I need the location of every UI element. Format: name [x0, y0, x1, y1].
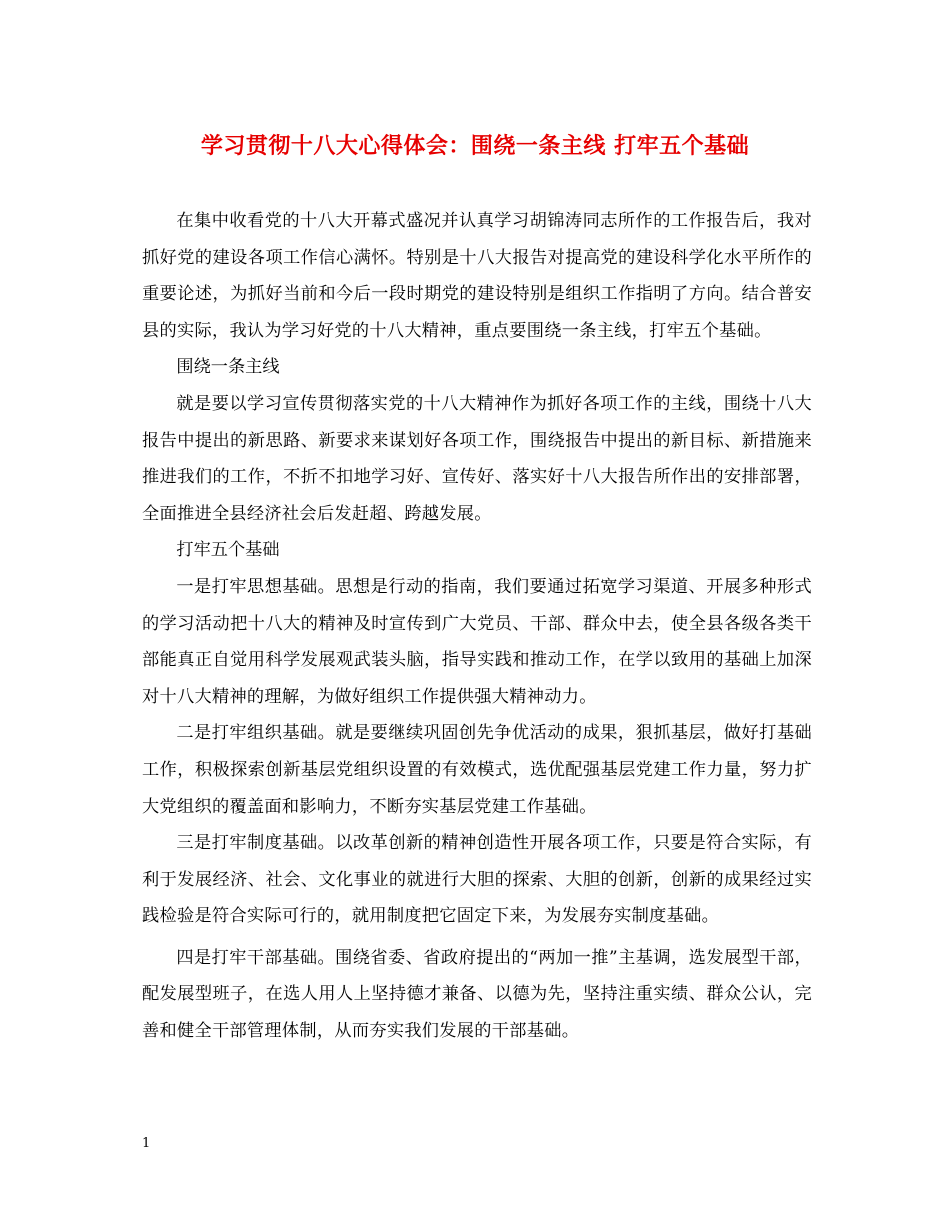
cadre-foundation-paragraph: 四是打牢干部基础。围绕省委、省政府提出的“两加一推”主基调，选发展型干部，配发展型班子，在选人用人上坚持德才兼备、以德为先，坚持注重实绩、群众公认，完善和健全干部管理体制，从而夯实我们发展的干部基础。 [142, 947, 812, 1042]
system-foundation-paragraph: 三是打牢制度基础。以改革创新的精神创造性开展各项工作，只要是符合实际，有利于发展经济、社会、文化事业的就进行大胆的探索、大胆的创新，创新的成果经过实践检验是符合实际可行的，就用制度把它固定下来，为发展夯实制度基础。 [142, 833, 812, 927]
section-heading-five-foundations: 打牢五个基础 [176, 540, 280, 561]
organization-foundation-paragraph: 二是打牢组织基础。就是要继续巩固创先争优活动的成果，狠抓基层，做好打基础工作，积极探索创新基层党组织设置的有效模式，选优配强基层党建工作力量，努力扩大党组织的覆盖面和影响力，不断夯实基层党建工作基础。 [142, 723, 812, 817]
ideology-foundation-paragraph: 一是打牢思想基础。思想是行动的指南，我们要通过拓宽学习渠道、开展多种形式的学习活动把十八大的精神及时宣传到广大党员、干部、群众中去，使全县各级各类干部能真正自觉用科学发展观武装头脑，指导实践和推动工作，在学以致用的基础上加深对十八大精神的理解，为做好组织工作提供强大精神动力。 [142, 576, 812, 707]
main-line-paragraph: 就是要以学习宣传贯彻落实党的十八大精神作为抓好各项工作的主线，围绕十八大报告中提出的新思路、新要求来谋划好各项工作，围绕报告中提出的新目标、新措施来推进我们的工作，不折不扣地学习好、宣传好、落实好十八大报告所作出的安排部署，全面推进全县经济社会后发赶超、跨越发展。 [142, 393, 812, 524]
page-number: 1 [142, 1136, 151, 1151]
document-title: 学习贯彻十八大心得体会：围绕一条主线 打牢五个基础 [200, 134, 750, 159]
intro-paragraph: 在集中收看党的十八大开幕式盛况并认真学习胡锦涛同志所作的工作报告后，我对抓好党的建设各项工作信心满怀。特别是十八大报告对提高党的建设科学化水平所作的重要论述，为抓好当前和今后一段时期党的建设特别是组织工作指明了方向。结合普安县的实际，我认为学习好党的十八大精神，重点要围绕一条主线，打牢五个基础。 [142, 211, 812, 341]
document-body [142, 203, 812, 1050]
section-heading-main-line: 围绕一条主线 [176, 357, 280, 378]
